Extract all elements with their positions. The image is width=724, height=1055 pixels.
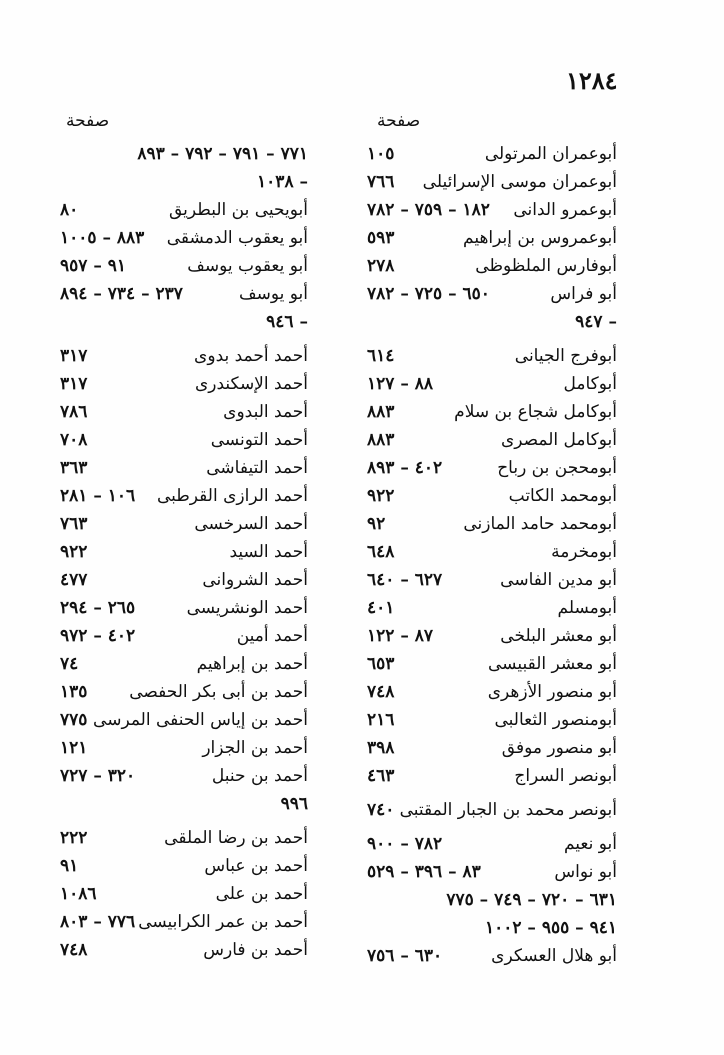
entry-name: أحمد السيد [229,542,308,562]
index-entry [60,140,308,168]
entry-name: أحمد التونسى [210,430,308,450]
entry-name: أبومحجن بن رباح [497,458,617,478]
index-entry [367,482,617,510]
entry-pages: ٢٧٨ [367,256,395,276]
entry-name: أحمد بن حنبل [211,766,308,786]
entry-pages: ٦٥٣ [367,654,395,674]
entry-pages: ١٣٥ [60,682,88,702]
entry-name: أحمد أمين [236,626,308,646]
entry-name: أحمد بن الجزار [202,738,308,758]
entry-pages: ٤٠٢ – ٨٩٣ [367,458,443,478]
entry-pages: ١٠٦ – ٢٨١ [60,486,136,506]
index-entry [60,852,308,880]
index-entry [60,308,308,336]
entry-pages: ٩٢ [367,514,386,534]
entry-name: أحمد بن رضا الملقى [164,828,308,848]
entry-name: أبو يوسف [239,284,308,304]
entry-pages: ٢٣٧ – ٧٣٤ – ٨٩٤ [60,284,183,304]
entry-pages: ٨٨٣ [367,430,395,450]
index-entry [367,342,617,370]
entry-name: أبونصر السراج [514,766,617,786]
index-entry [60,370,308,398]
index-entry [60,224,308,252]
entry-name: أحمد بن عمر الكرابيسى [138,912,308,932]
entry-pages: ٧٨٦ [60,402,88,422]
entry-name: أحمد السرخسى [194,514,308,534]
page-number: ١٢٨٤ [566,66,618,95]
entry-pages: ٧٦٣ [60,514,88,534]
entry-name: أبو معشر القبيسى [488,654,617,674]
index-entry [60,454,308,482]
entry-pages: ٤٠١ [367,598,395,618]
entry-pages: ٧٧١ – ٧٩١ – ٧٩٢ – ٨٩٣ [137,144,308,164]
entry-pages: ٨٣ – ٣٩٦ – ٥٢٩ [367,862,481,882]
index-entry [60,678,308,706]
entry-name: أحمد الرازى القرطبى [156,486,308,506]
entry-name: أحمد بن إياس الحنفى المرسى [93,710,308,730]
entry-name: أبو معشر البلخى [500,626,617,646]
index-entry [367,762,617,790]
index-entry [60,706,308,734]
entry-pages: ٣٩٨ [367,738,395,758]
entry-pages: ١٠٨٦ [60,884,97,904]
entry-name: أحمد الونشريسى [186,598,308,618]
entry-pages: ٦٢٧ – ٦٤٠ [367,570,443,590]
entry-name: أبو يعقوب الدمشقى [166,228,308,248]
index-entry [60,252,308,280]
entry-pages: ٩٩٦ [280,794,308,814]
index-entry [60,762,308,790]
entry-pages: ٣١٧ [60,374,88,394]
entry-name: أبو هلال العسكرى [491,946,617,966]
index-entry [60,594,308,622]
entry-name: أحمد بن عباس [204,856,308,876]
entry-name: أحمد البدوى [223,402,308,422]
index-entry [367,398,617,426]
entry-pages: ٨٨٣ [367,402,395,422]
index-entry [60,734,308,762]
entry-pages: ٧٤٨ [60,940,88,960]
entry-pages: ٦٤٨ [367,542,395,562]
entry-pages: ٧٧٥ [60,710,88,730]
index-entry [60,908,308,936]
index-entry [367,706,617,734]
index-entry [367,650,617,678]
entry-name: أبو يعقوب يوسف [187,256,308,276]
entry-name: أبوكامل المصرى [500,430,617,450]
index-entry [60,880,308,908]
entry-pages: ٢٦٥ – ٢٩٤ [60,598,136,618]
entry-pages: ٣٢٠ – ٧٢٧ [60,766,136,786]
index-entry [367,858,617,886]
entry-name: أبوفرج الجيانى [514,346,617,366]
entry-pages: ٨٠ [60,200,79,220]
index-column-right [367,140,617,970]
index-entry [367,830,617,858]
entry-pages: ١٢١ [60,738,88,758]
index-entry [367,280,617,308]
index-entry [60,622,308,650]
entry-name: أبومحمد حامد المازنى [463,514,617,534]
entry-pages: ١٨٢ – ٧٥٩ – ٧٨٢ [367,200,490,220]
entry-name: أبوعمران المرتولى [484,144,617,164]
entry-name: أبومخرمة [551,542,617,562]
entry-name: أبو نواس [554,862,617,882]
index-entry [60,196,308,224]
entry-pages: ٩٢٢ [367,486,395,506]
index-entry [367,140,617,168]
entry-name: أبوعمروس بن إبراهيم [463,228,617,248]
index-entry [60,280,308,308]
entry-pages: ٩٢٢ [60,542,88,562]
entry-pages: – ١٠٣٨ [257,172,308,192]
entry-pages: ٦٥٠ – ٧٢٥ – ٧٨٢ [367,284,490,304]
entry-pages: ٧٠٨ [60,430,88,450]
index-entry [60,936,308,964]
index-entry [60,168,308,196]
entry-pages: ١٠٥ [367,144,395,164]
entry-pages: – ٩٤٦ [266,312,308,332]
entry-name: أبومنصور الثعالبى [494,710,617,730]
entry-name: أبويحيى بن البطريق [169,200,308,220]
entry-pages: – ٩٤٧ [575,312,617,332]
index-entry [60,426,308,454]
entry-name: أبومسلم [557,598,617,618]
page-column-header: صفحة [377,111,421,131]
index-entry [367,942,617,970]
index-entry [60,824,308,852]
entry-pages: ٤٧٧ [60,570,88,590]
entry-pages: ٩١ [60,856,79,876]
entry-pages: ٤٠٢ – ٩٧٢ [60,626,136,646]
entry-name: أحمد التيفاشى [206,458,308,478]
entry-pages: ٩١ – ٩٥٧ [60,256,127,276]
entry-pages: ٨٧ – ١٢٢ [367,626,434,646]
entry-pages: ٤٦٣ [367,766,395,786]
entry-name: أبوعمرو الدانى [513,200,617,220]
index-entry [367,622,617,650]
entry-pages: ٢٢٢ [60,828,88,848]
entry-name: أبوعمران موسى الإسرائيلى [422,172,617,192]
index-entry [367,252,617,280]
entry-name: أبوكامل [563,374,617,394]
entry-name: أحمد بن أبى بكر الحفصى [129,682,308,702]
entry-name: أبوفارس الملظوظى [475,256,617,276]
entry-pages: ٧٤٠ [367,800,395,820]
entry-name: أحمد أحمد بدوى [194,346,308,366]
entry-pages: ٨٨ – ١٢٧ [367,374,434,394]
entry-pages: ٦١٤ [367,346,395,366]
entry-name: أحمد بن إبراهيم [196,654,308,674]
entry-name: أبو مدين الفاسى [500,570,617,590]
entry-name: أبو نعيم [563,834,617,854]
index-entry [60,538,308,566]
entry-pages: ٢١٦ [367,710,395,730]
index-entry [367,886,617,914]
entry-pages: ٣٦٣ [60,458,88,478]
index-entry [367,734,617,762]
index-entry [60,790,308,818]
index-entry [367,308,617,336]
entry-name: أبومحمد الكاتب [508,486,617,506]
entry-name: أحمد بن فارس [203,940,308,960]
index-entry [367,796,617,824]
index-entry [367,426,617,454]
index-entry [60,482,308,510]
entry-pages: ٦٣١ – ٧٢٠ – ٧٤٩ – ٧٧٥ [446,890,617,910]
index-entry [367,914,617,942]
index-entry [60,342,308,370]
entry-pages: ٨٨٣ – ١٠٠٥ [60,228,145,248]
index-entry [60,398,308,426]
index-entry [60,510,308,538]
index-entry [60,650,308,678]
entry-name: أبونصر محمد بن الجبار المقتبى [399,800,617,820]
entry-pages: ٧٧٦ – ٨٠٣ [60,912,136,932]
index-entry [367,454,617,482]
index-entry [367,538,617,566]
entry-name: أبوكامل شجاع بن سلام [454,402,617,422]
index-entry [367,594,617,622]
entry-pages: ٧٤٨ [367,682,395,702]
index-entry [367,168,617,196]
entry-pages: ٧٤ [60,654,79,674]
index-entry [367,224,617,252]
index-column-left [60,140,308,964]
entry-name: أحمد الإسكندرى [194,374,308,394]
index-entry [60,566,308,594]
entry-pages: ٧٦٦ [367,172,395,192]
entry-name: أبو فراس [550,284,617,304]
entry-pages: ٦٣٠ – ٧٥٦ [367,946,443,966]
entry-name: أحمد الشروانى [202,570,308,590]
entry-pages: ٧٨٢ – ٩٠٠ [367,834,443,854]
index-entry [367,678,617,706]
page-column-header: صفحة [66,111,110,131]
entry-name: أبو منصور موفق [501,738,617,758]
index-entry [367,510,617,538]
index-entry [367,370,617,398]
entry-name: أبو منصور الأزهرى [487,682,617,702]
index-entry [367,566,617,594]
entry-pages: ٥٩٣ [367,228,395,248]
entry-pages: ٣١٧ [60,346,88,366]
index-entry [367,196,617,224]
entry-pages: ٩٤١ – ٩٥٥ – ١٠٠٢ [484,918,617,938]
entry-name: أحمد بن على [215,884,308,904]
